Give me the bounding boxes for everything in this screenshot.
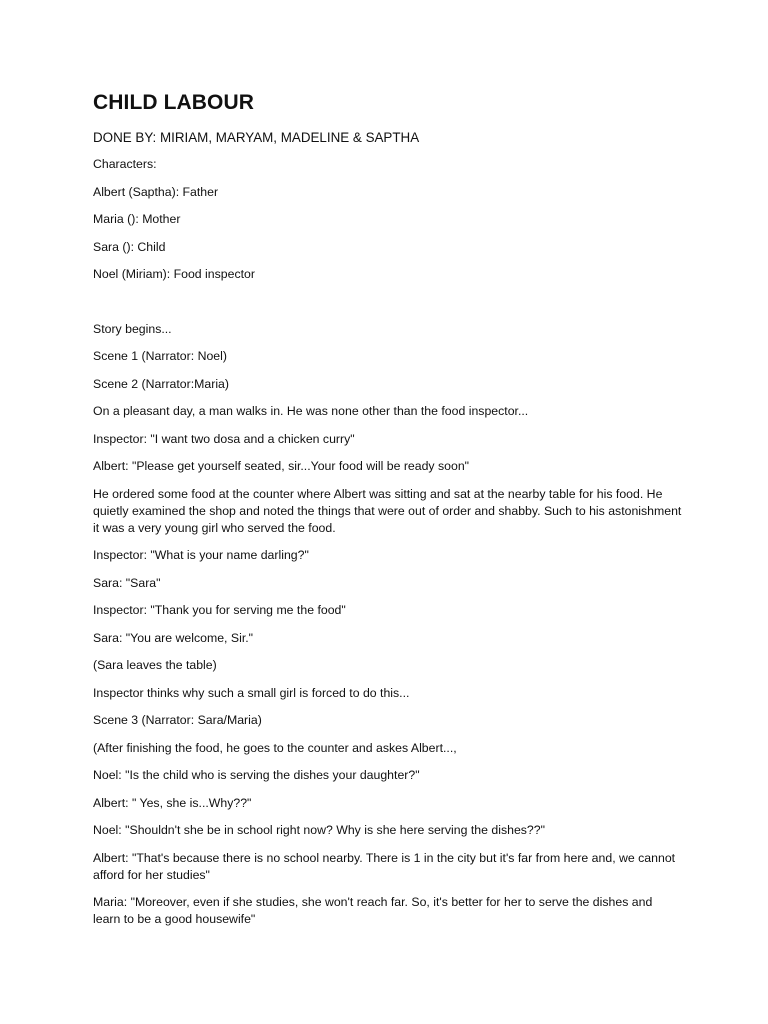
- story-line: Scene 3 (Narrator: Sara/Maria): [93, 713, 262, 727]
- story-line: Inspector: "Thank you for serving me the food": [93, 603, 346, 617]
- story-line: Scene 1 (Narrator: Noel): [93, 349, 227, 363]
- character-entry: Noel (Miriam): Food inspector: [93, 267, 255, 281]
- document-page: [93, 90, 683, 939]
- story-paragraph: Maria: "Moreover, even if she studies, she won't reach far. So, it's better for her to serve the dishes and learn to be a good housewife": [93, 895, 656, 926]
- character-entry: Albert (Saptha): Father: [93, 184, 219, 199]
- spacer: [93, 294, 683, 321]
- character-entry: Sara (): Child: [93, 239, 166, 254]
- story-line: (After finishing the food, he goes to the counter and askes Albert...,: [93, 740, 457, 755]
- story-line: Noel: "Shouldn't she be in school right now? Why is she here serving the dishes??": [93, 823, 545, 837]
- story-paragraph: Albert: "That's because there is no school nearby. There is 1 in the city but it's far from here and, we cannot afford for her studies": [93, 850, 679, 882]
- characters-heading: Characters:: [93, 157, 157, 171]
- story-line: Albert: "Please get yourself seated, sir...Your food will be ready soon": [93, 459, 470, 473]
- story-line: Noel: "Is the child who is serving the dishes your daughter?": [93, 768, 420, 782]
- story-line: Sara: "Sara": [93, 575, 161, 590]
- story-line: Story begins...: [93, 321, 172, 336]
- document-title: CHILD LABOUR: [93, 91, 255, 114]
- story-line: On a pleasant day, a man walks in. He was none other than the food inspector...: [93, 404, 529, 418]
- story-line: Albert: " Yes, she is...Why??": [93, 795, 252, 810]
- story-line: Inspector: "What is your name darling?": [93, 548, 309, 562]
- story-line: (Sara leaves the table): [93, 658, 217, 672]
- story-line: Sara: "You are welcome, Sir.": [93, 630, 254, 645]
- story-line: Inspector thinks why such a small girl is forced to do this...: [93, 685, 410, 700]
- character-entry: Maria (): Mother: [93, 212, 181, 226]
- story-line: Inspector: "I want two dosa and a chicken curry": [93, 431, 355, 446]
- story-paragraph: He ordered some food at the counter where Albert was sitting and sat at the nearby table for his food. He quietly examined the shop and noted the things that were out of order and shabby. Such to his astonishment it was a very young girl who served the food.: [93, 486, 685, 535]
- byline: DONE BY: MIRIAM, MARYAM, MADELINE & SAPTHA: [93, 130, 420, 145]
- story-line: Scene 2 (Narrator:Maria): [93, 376, 229, 391]
